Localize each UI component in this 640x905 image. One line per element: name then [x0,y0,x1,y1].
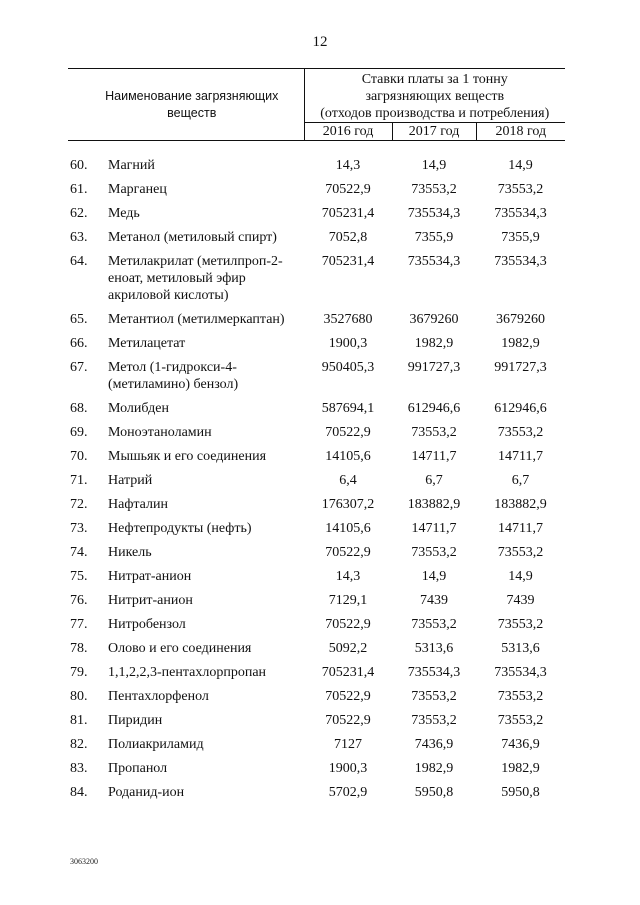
rate-2016: 587694,1 [321,400,375,416]
rate-2016: 5092,2 [328,640,368,656]
rate-2018: 735534,3 [494,664,547,680]
rate-2016: 70522,9 [325,424,371,440]
table-row [68,307,565,331]
table-row [68,612,565,636]
page-number: 12 [312,34,328,50]
table-row [68,636,565,660]
table-row [68,420,565,444]
rate-2017: 73553,2 [411,544,457,560]
table-row [68,201,565,225]
row-number: 62. [70,205,88,221]
rate-2016: 5702,9 [328,784,368,800]
rate-2017: 735534,3 [407,664,461,680]
table-header [68,69,565,141]
rate-2018: 6,7 [511,472,530,488]
rate-2016: 7129,1 [328,592,368,608]
substance-name: Метантиол (метилмеркаптан) [108,311,285,327]
rate-2016: 70522,9 [325,712,371,728]
row-number: 69. [70,424,88,440]
rate-2018: 991727,3 [494,359,547,375]
rate-2016: 705231,4 [321,205,375,221]
rate-2018: 73553,2 [497,181,544,197]
rate-2017: 6,7 [425,472,443,488]
rate-2017: 14711,7 [411,448,457,464]
footer-document-code: 3063200 [70,857,98,866]
substance-name: Метилацетат [108,335,186,351]
rate-2017: 7439 [420,592,449,608]
rate-2016: 7052,8 [328,229,368,245]
rate-2017: 73553,2 [411,688,457,704]
rate-2018: 7436,9 [501,736,540,752]
rate-2016: 7127 [334,736,363,752]
rate-2017: 73553,2 [411,424,457,440]
rate-2018: 7439 [506,592,535,608]
row-number: 84. [70,784,88,800]
rate-2018: 735534,3 [494,205,547,221]
row-number: 71. [70,472,88,488]
rate-2016: 70522,9 [325,688,371,704]
substance-name: Метанол (метиловый спирт) [108,229,277,245]
row-number: 65. [70,311,88,327]
row-number: 72. [70,496,88,512]
rate-2017: 5313,6 [414,640,454,656]
table-row [68,684,565,708]
rate-2016: 705231,4 [321,253,375,269]
header-year-2018: 2018 год [476,123,565,141]
header-year-2017: 2017 год [392,123,476,141]
rate-2016: 705231,4 [321,664,375,680]
row-number: 81. [70,712,88,728]
rate-2016: 70522,9 [325,544,371,560]
rate-2017: 14,9 [421,157,447,173]
table-row [68,732,565,756]
rate-2018: 14,9 [508,568,533,584]
rate-2017: 3679260 [409,311,459,327]
row-number: 82. [70,736,88,752]
rate-2018: 5313,6 [501,640,540,656]
table-row [68,492,565,516]
table-row [68,660,565,684]
row-number: 70. [70,448,88,464]
rate-2018: 7355,9 [501,229,540,245]
table-row [68,249,565,307]
rate-2017: 73553,2 [411,181,457,197]
substance-name: Магний [108,157,155,173]
rate-2017: 7355,9 [414,229,454,245]
substance-name: Пропанол [108,760,168,776]
rate-2018: 73553,2 [497,424,544,440]
substance-name: Медь [108,205,140,221]
rate-2017: 991727,3 [407,359,461,375]
rate-2016: 70522,9 [325,616,371,632]
row-number: 60. [70,157,88,173]
rate-2018: 73553,2 [497,688,544,704]
rate-2018: 1982,9 [501,335,540,351]
rate-2016: 176307,2 [321,496,375,512]
rate-2016: 6,4 [339,472,357,488]
rate-2016: 70522,9 [325,181,371,197]
pollutant-rates-table [68,68,565,804]
substance-name: Роданид-ион [108,784,185,800]
rate-2018: 73553,2 [497,544,544,560]
substance-name: 1,1,2,2,3-пентахлорпропан [108,664,267,680]
row-number: 66. [70,335,88,351]
row-number: 76. [70,592,88,608]
rate-2018: 3679260 [496,311,546,327]
rate-2017: 1982,9 [414,335,454,351]
row-number: 61. [70,181,88,197]
rate-2018: 73553,2 [497,616,544,632]
substance-name: Моноэтаноламин [108,424,212,440]
substance-name: Полиакриламид [108,736,204,752]
table-row [68,540,565,564]
header-rates [304,69,565,123]
rate-2017: 5950,8 [414,784,454,800]
table-row [68,588,565,612]
rate-2017: 73553,2 [411,616,457,632]
substance-name: Пентахлорфенол [108,688,209,704]
rate-2016: 14,3 [335,157,361,173]
pollutant-rates-table-container [68,68,565,804]
table-row [68,756,565,780]
substance-name: Никель [108,544,152,560]
substance-name: Молибден [108,400,169,416]
table-row [68,177,565,201]
substance-name: Метол (1-гидрокси-4-(метиламино) бензол) [108,359,239,392]
rate-2018: 735534,3 [494,253,547,269]
substance-name: Мышьяк и его соединения [108,448,267,464]
rate-2016: 14105,6 [325,448,371,464]
row-number: 78. [70,640,88,656]
table-row [68,225,565,249]
row-number: 77. [70,616,88,632]
row-number: 68. [70,400,88,416]
row-number: 75. [70,568,88,584]
substance-name: Нефтепродукты (нефть) [108,520,252,536]
table-row [68,396,565,420]
row-number: 64. [70,253,88,269]
header-rates-line-3: (отходов производства и потребления) [320,106,550,121]
rate-2018: 14711,7 [498,448,543,464]
table-row [68,708,565,732]
row-number: 74. [70,544,88,560]
header-rates-line-1: Ставки платы за 1 тонну [361,72,508,87]
table-row [68,780,565,804]
row-number: 83. [70,760,88,776]
rate-2017: 73553,2 [411,712,457,728]
rate-2017: 735534,3 [407,205,461,221]
rate-2018: 612946,6 [494,400,547,416]
table-row [68,516,565,540]
table-row [68,468,565,492]
header-substance-name: Наименование загрязняющих веществ [68,69,304,141]
substance-name: Нитрат-анион [108,568,192,584]
row-number: 63. [70,229,88,245]
table-body [68,141,565,805]
row-number: 80. [70,688,88,704]
row-number: 73. [70,520,88,536]
rate-2016: 1900,3 [328,335,368,351]
row-number: 67. [70,359,88,375]
table-row [68,355,565,396]
substance-name: Нитробензол [108,616,186,632]
header-year-2016: 2016 год [304,123,392,141]
rate-2016: 14105,6 [325,520,371,536]
substance-name: Олово и его соединения [108,640,252,656]
rate-2018: 5950,8 [501,784,540,800]
substance-name: Пиридин [108,712,163,728]
rate-2016: 1900,3 [328,760,368,776]
table-row [68,564,565,588]
row-number: 79. [70,664,88,680]
rate-2017: 14711,7 [411,520,457,536]
rate-2018: 14711,7 [498,520,543,536]
substance-name: Нафталин [108,496,168,512]
substance-name: Марганец [108,181,167,197]
header-rates-line-2: загрязняющих веществ [365,89,505,104]
rate-2017: 7436,9 [414,736,454,752]
rate-2017: 612946,6 [407,400,461,416]
rate-2016: 950405,3 [321,359,375,375]
rate-2018: 14,9 [508,157,533,173]
table-row [68,331,565,355]
substance-name: Нитрит-анион [108,592,193,608]
substance-name: Метилакрилат (метилпроп-2-еноат, метиловый эфир акриловой кислоты) [108,253,283,303]
rate-2017: 14,9 [421,568,447,584]
rate-2018: 183882,9 [494,496,547,512]
rate-2017: 1982,9 [414,760,454,776]
rate-2016: 3527680 [323,311,373,327]
rate-2017: 183882,9 [407,496,461,512]
rate-2018: 73553,2 [497,712,544,728]
rate-2016: 14,3 [335,568,361,584]
table-row [68,444,565,468]
substance-name: Натрий [108,472,153,488]
rate-2017: 735534,3 [407,253,461,269]
rate-2018: 1982,9 [501,760,540,776]
table-row [68,153,565,177]
